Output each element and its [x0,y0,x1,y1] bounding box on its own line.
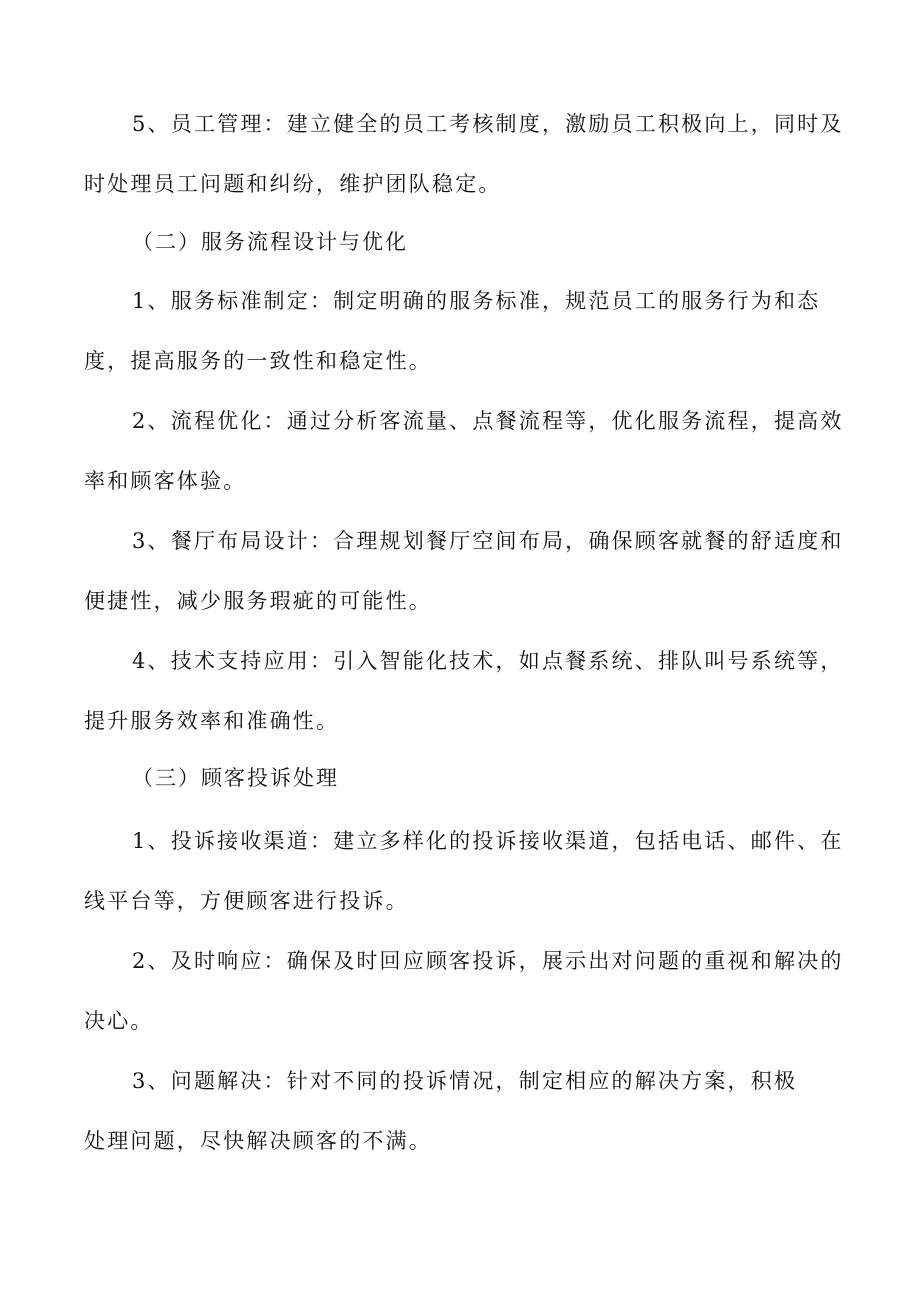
paragraph-layout-design: 3、餐厅布局设计：合理规划餐厅空间布局，确保顾客就餐的舒适度和便捷性，减少服务瑕疵的可能性。 [84,529,844,613]
section-heading-service-process: （二）服务流程设计与优化 [132,230,408,254]
paragraph-staff-management: 5、员工管理：建立健全的员工考核制度，激励员工积极向上，同时及时处理员工问题和纠纷，维护团队稳定。 [84,112,844,196]
paragraph-tech-support: 4、技术支持应用：引入智能化技术，如点餐系统、排队叫号系统等，提升服务效率和准确性。 [84,649,844,733]
paragraph-problem-resolution: 3、问题解决：针对不同的投诉情况，制定相应的解决方案，积极处理问题，尽快解决顾客的不满。 [84,1069,798,1153]
paragraph-complaint-channels: 1、投诉接收渠道：建立多样化的投诉接收渠道，包括电话、邮件、在线平台等，方便顾客进行投诉。 [84,829,844,913]
paragraph-timely-response: 2、及时响应：确保及时回应顾客投诉，展示出对问题的重视和解决的决心。 [84,949,844,1033]
paragraph-process-optimization: 2、流程优化：通过分析客流量、点餐流程等，优化服务流程，提高效率和顾客体验。 [84,409,844,493]
section-heading-complaint-handling: （三）顾客投诉处理 [132,766,339,790]
paragraph-service-standard: 1、服务标准制定：制定明确的服务标准，规范员工的服务行为和态度，提高服务的一致性和稳定性。 [84,289,821,373]
